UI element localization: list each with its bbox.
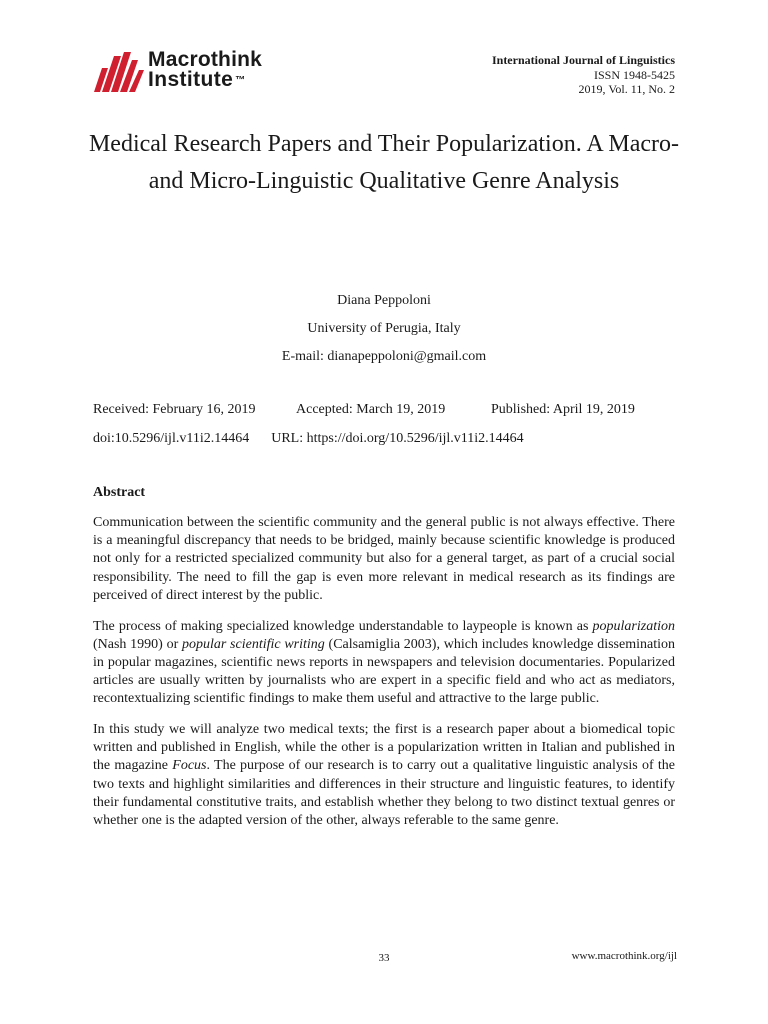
received-date: Received: February 16, 2019 (93, 402, 256, 417)
author-email: E-mail: dianapeppoloni@gmail.com (281, 349, 487, 364)
abstract-p2-part-a: The process of making specialized knowledge understandable to laypeople is known as (93, 618, 593, 634)
doi-line (93, 429, 524, 449)
publication-dates (93, 400, 635, 420)
journal-issn: ISSN 1948-5425 (593, 67, 675, 82)
author-block (0, 287, 768, 371)
article-title: Medical Research Papers and Their Popularization. A Macro- and Micro-Linguistic Qualitative Genre Analysis (88, 131, 680, 194)
abstract-p2-part-b: (Nash 1990) or (93, 636, 182, 652)
page-number: 33 (378, 952, 390, 964)
abstract-paragraph-1: Communication between the scientific community and the general public is not always effective. There is a meaningful discrepancy that needs to be bridged, mainly because scientific knowledge is produced not only for a restricted specialized community but also for a general target, as part of a crucial social responsibility. The need to fill the gap is even more relevant in medical research as its findings are perceived of direct interest by the public. (93, 515, 675, 603)
macrothink-logo-icon (94, 48, 146, 96)
journal-info (492, 53, 675, 97)
doi: doi:10.5296/ijl.v11i2.14464 (93, 431, 250, 446)
logo-line-2-text: Institute (148, 68, 234, 91)
abstract-p3-part-b: . The purpose of our research is to carry out a qualitative linguistic analysis of the two texts and highlight similarities and differences in their structure and linguistic features, to identify their fundamental constitutive traits, and establish whether they belong to two distinct textual genres or whether one is the adapted version of the other, always referable to the same genre. (93, 758, 675, 829)
author-affiliation: University of Perugia, Italy (307, 321, 461, 336)
abstract-paragraph-2 (93, 618, 675, 709)
logo-trademark: ™ (235, 75, 246, 86)
logo-wordmark (148, 50, 262, 90)
abstract-p2-term-popular-writing: popular scientific writing (181, 636, 325, 652)
abstract-p3-term-focus: Focus (172, 758, 207, 774)
abstract-paragraph-3 (93, 721, 675, 830)
logo-line-2 (148, 70, 262, 90)
abstract-p2-term-popularization: popularization (592, 618, 675, 634)
article-url[interactable]: URL: https://doi.org/10.5296/ijl.v11i2.14464 (271, 431, 524, 446)
publisher-logo (94, 48, 294, 96)
published-date: Published: April 19, 2019 (491, 402, 635, 417)
journal-name: International Journal of Linguistics (491, 53, 675, 67)
journal-volume: 2019, Vol. 11, No. 2 (578, 82, 675, 96)
author-name: Diana Peppoloni (337, 293, 431, 308)
abstract-p3-part-a: In this study we will analyze two medical texts; the first is a research paper about a biomedical topic written and published in English, while the other is a popularization written in Italian and published in the magazine (93, 722, 675, 774)
footer-site-link[interactable]: www.macrothink.org/ijl (571, 950, 677, 962)
accepted-date: Accepted: March 19, 2019 (296, 402, 446, 417)
abstract-body (93, 514, 675, 843)
abstract-p2-part-c: (Calsamiglia 2003), which includes knowledge dissemination in popular magazines, scientific news reports in newspapers and television documentaries. Popularized articles are usually written by journalists who are expert in a specific field and who act as mediators, recontextualizing scientific findings to make them useful and attractive to the large public. (93, 636, 675, 707)
abstract-heading: Abstract (93, 485, 146, 500)
logo-line-1: Macrothink (148, 48, 263, 71)
